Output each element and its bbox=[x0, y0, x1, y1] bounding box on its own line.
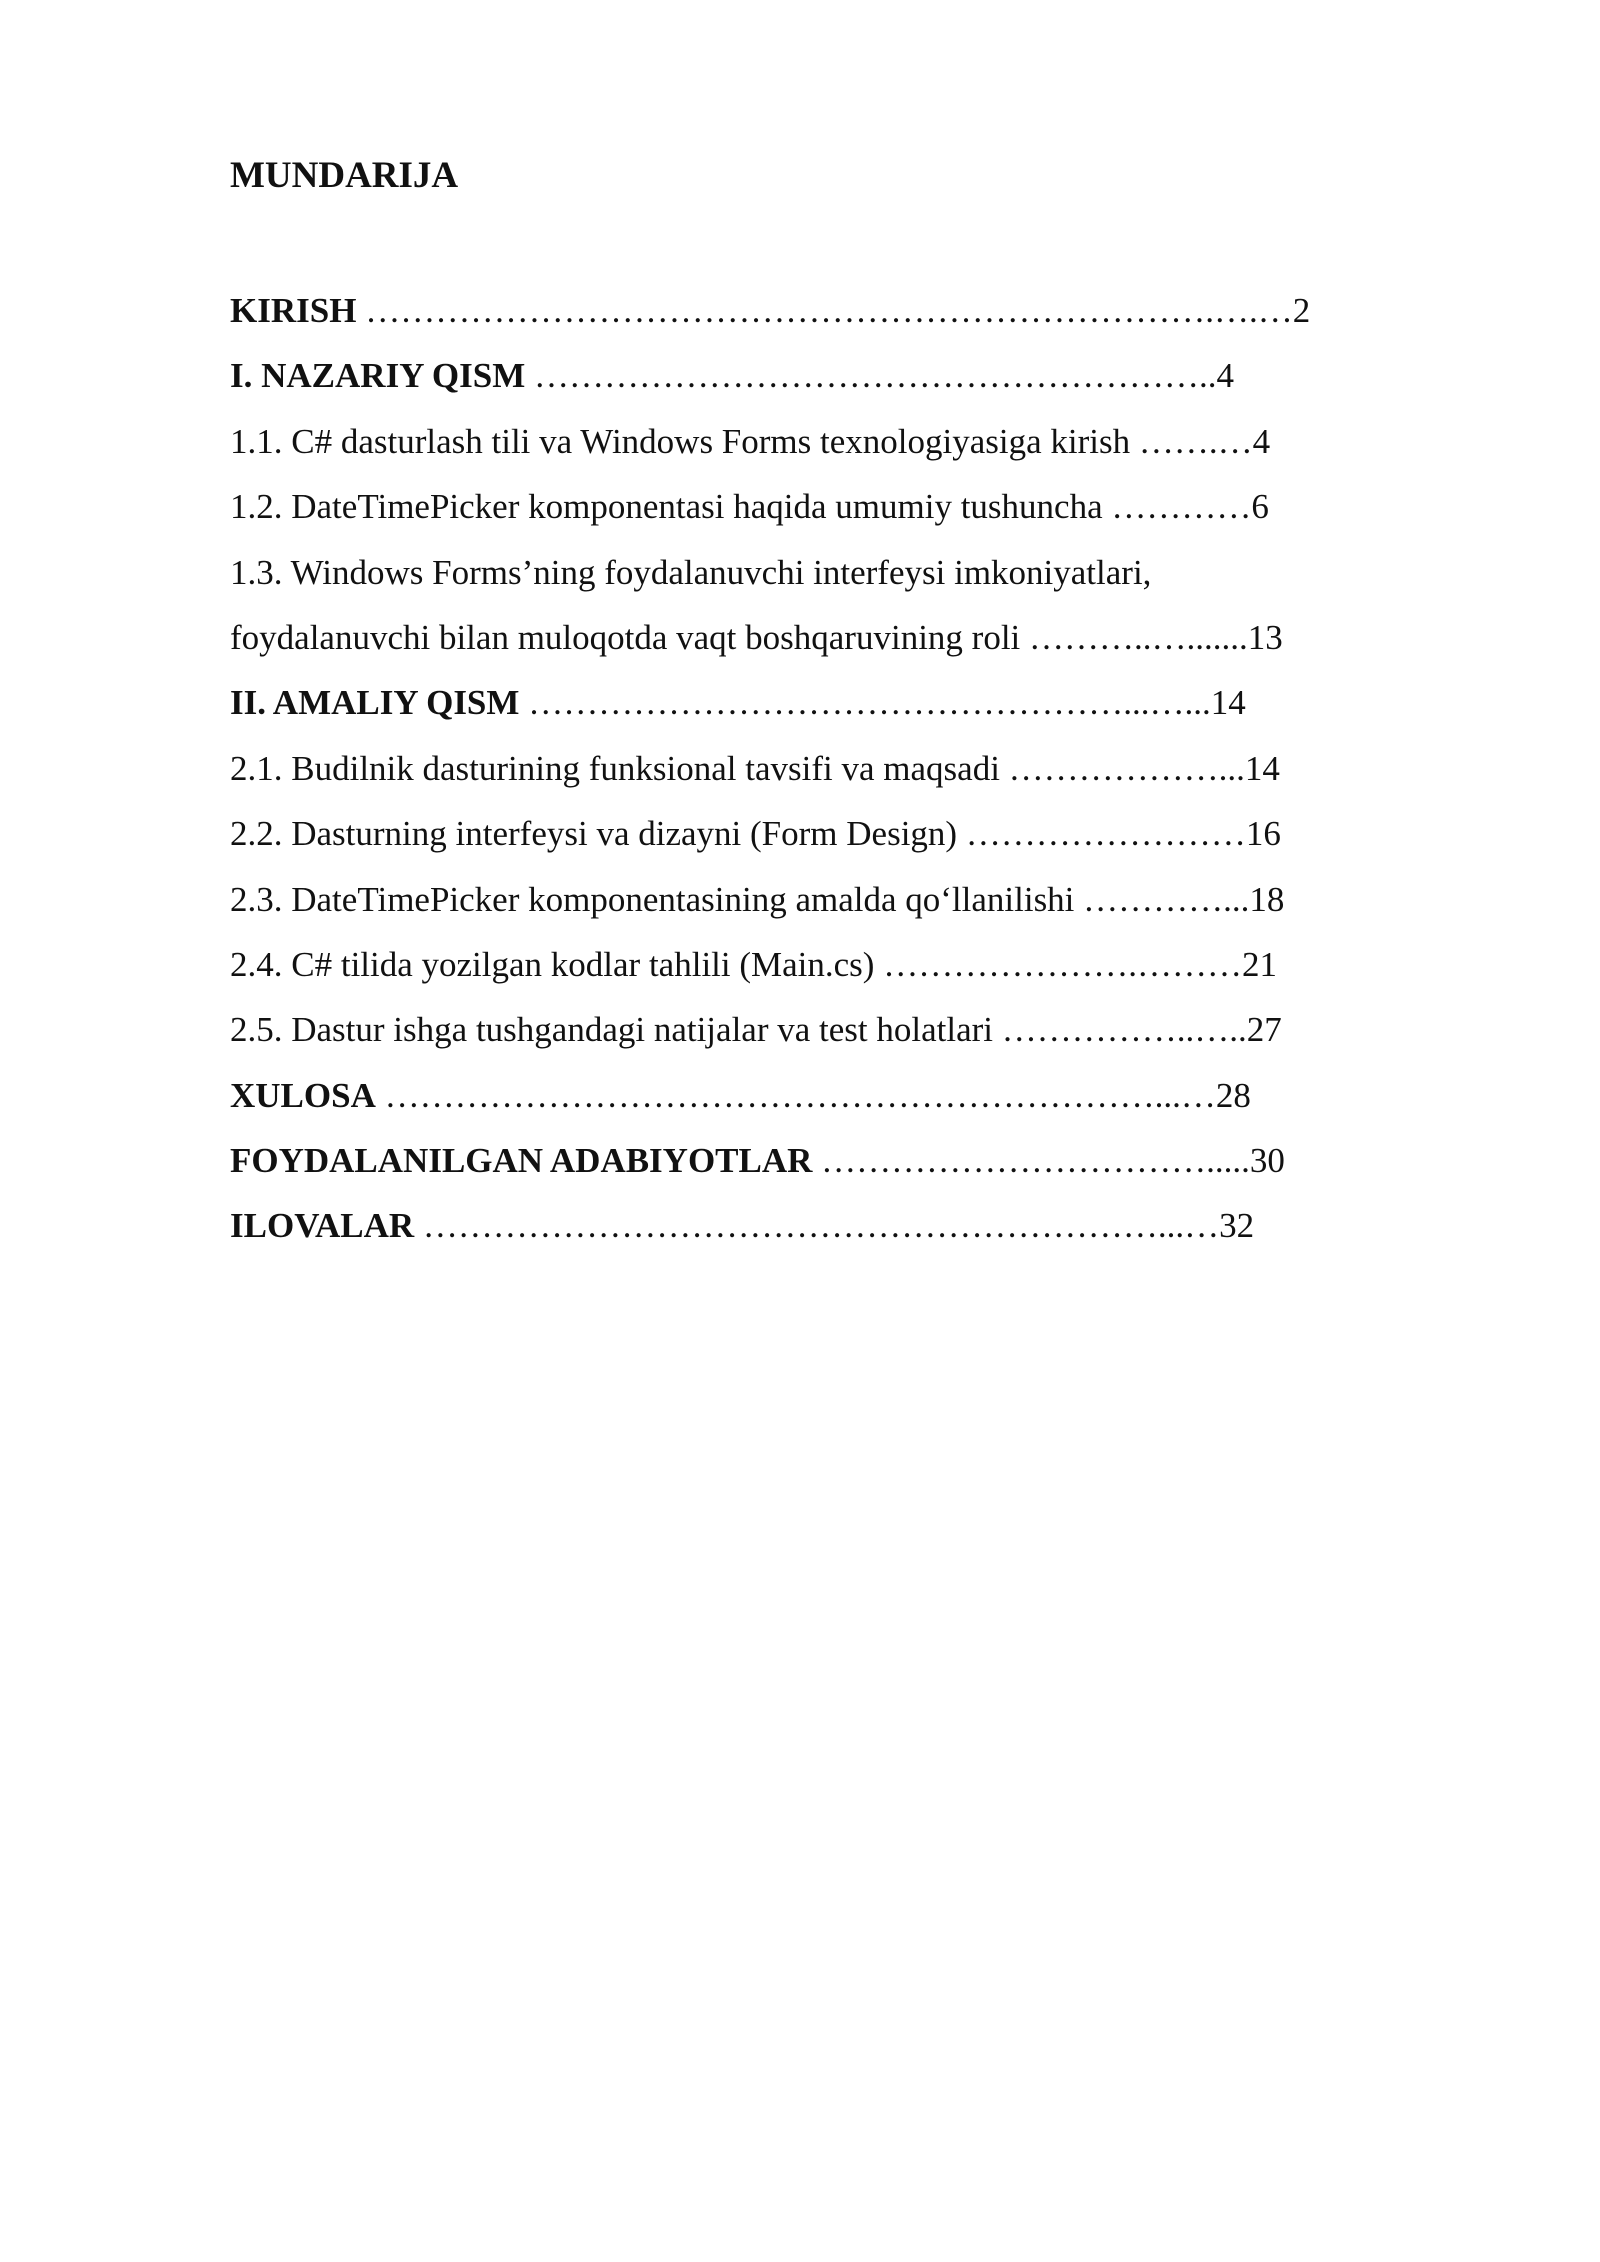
toc-entry-2-5 bbox=[230, 1001, 1380, 1066]
toc-page-number: 21 bbox=[1241, 944, 1277, 984]
toc-entry-adabiyotlar bbox=[230, 1132, 1380, 1197]
toc-dot-leader: ………..…....... bbox=[1020, 617, 1248, 657]
toc-entry-ilovalar bbox=[230, 1197, 1380, 1262]
toc-entry-label: 1.3. Windows Forms’ning foydalanuvchi interfeysi imkoniyatlari, bbox=[230, 552, 1152, 592]
toc-page-number: 27 bbox=[1246, 1010, 1282, 1050]
toc-page-number: 6 bbox=[1251, 487, 1269, 527]
toc-dot-leader: ……………..….. bbox=[993, 1010, 1247, 1050]
toc-dot-leader: …….… bbox=[1130, 421, 1253, 461]
toc-page-number: 16 bbox=[1245, 814, 1281, 854]
toc-title: MUNDARIJA bbox=[230, 155, 459, 196]
toc-page-number: 14 bbox=[1244, 748, 1280, 788]
toc-page-number: 4 bbox=[1252, 421, 1271, 461]
toc-entry-label: XULOSA bbox=[230, 1075, 376, 1115]
toc-dot-leader: ………………………………………………………...… bbox=[414, 1206, 1220, 1246]
toc-entry-2-2 bbox=[230, 805, 1380, 870]
toc-dot-leader: ……………………………………………...…... bbox=[519, 683, 1211, 723]
toc-entry-label: KIRISH bbox=[230, 291, 357, 330]
toc-dot-leader: ………… bbox=[1102, 487, 1252, 527]
toc-entry-label: foydalanuvchi bilan muloqotda vaqt boshqaruvining roli bbox=[230, 617, 1021, 657]
toc-entry-2-3 bbox=[230, 871, 1380, 936]
toc-entry-1-2 bbox=[230, 478, 1380, 543]
toc-entry-1-1 bbox=[230, 413, 1380, 478]
toc-entry-kirish bbox=[230, 282, 1380, 347]
toc-dot-leader: …………... bbox=[1074, 879, 1250, 919]
toc-page-number: 4 bbox=[1216, 356, 1235, 396]
toc-entry-label: I. NAZARIY QISM bbox=[230, 356, 526, 396]
toc-entry-label: 2.1. Budilnik dasturining funksional tavsifi va maqsadi bbox=[230, 748, 1000, 788]
toc-dot-leader: ……………………………..... bbox=[812, 1141, 1250, 1181]
toc-entry-label: II. AMALIY QISM bbox=[230, 683, 520, 723]
toc-entry-label: FOYDALANILGAN ADABIYOTLAR bbox=[230, 1141, 813, 1181]
toc-page-number: 13 bbox=[1247, 617, 1283, 657]
toc-dot-leader: ………………….……… bbox=[874, 944, 1242, 984]
toc-entry-2-4 bbox=[230, 936, 1380, 1001]
toc-entry-label: 2.5. Dastur ishga tushgandagi natijalar va test holatlari bbox=[230, 1010, 993, 1050]
toc-page-number: 14 bbox=[1210, 683, 1246, 723]
toc-page-number: 28 bbox=[1215, 1075, 1251, 1115]
toc-dot-leader: ………………………………………………….. bbox=[525, 356, 1217, 396]
toc-dot-leader: …………………………………………………………...… bbox=[375, 1075, 1216, 1115]
toc-dot-leader: ……………………………………………………………….….… bbox=[356, 291, 1293, 330]
toc-entry-nazariy-qism bbox=[230, 347, 1380, 412]
toc-entry-1-3-continued bbox=[230, 609, 1380, 674]
toc-entry-1-3 bbox=[230, 544, 1380, 609]
toc-entry-xulosa bbox=[230, 1067, 1380, 1132]
toc-page-number: 18 bbox=[1249, 879, 1285, 919]
toc-entry-label: 2.4. C# tilida yozilgan kodlar tahlili (Main.cs) bbox=[230, 944, 875, 984]
toc-dot-leader: …………………… bbox=[957, 814, 1246, 854]
toc-entry-2-1 bbox=[230, 740, 1380, 805]
toc-page-number: 30 bbox=[1249, 1141, 1285, 1181]
toc-dot-leader: ………………... bbox=[999, 748, 1245, 788]
toc-entry-label: 2.2. Dasturning interfeysi va dizayni (Form Design) bbox=[230, 814, 958, 854]
toc-page-number: 32 bbox=[1219, 1206, 1255, 1246]
toc-entry-label: 2.3. DateTimePicker komponentasining amalda qo‘llanilishi bbox=[230, 879, 1075, 919]
table-of-contents bbox=[230, 282, 1380, 1263]
toc-page-number: 2 bbox=[1292, 291, 1311, 330]
toc-entry-amaliy-qism bbox=[230, 674, 1380, 739]
toc-entry-label: 1.2. DateTimePicker komponentasi haqida umumiy tushuncha bbox=[230, 487, 1103, 527]
toc-entry-label: ILOVALAR bbox=[230, 1206, 415, 1246]
toc-entry-label: 1.1. C# dasturlash tili va Windows Forms texnologiyasiga kirish bbox=[230, 421, 1131, 461]
